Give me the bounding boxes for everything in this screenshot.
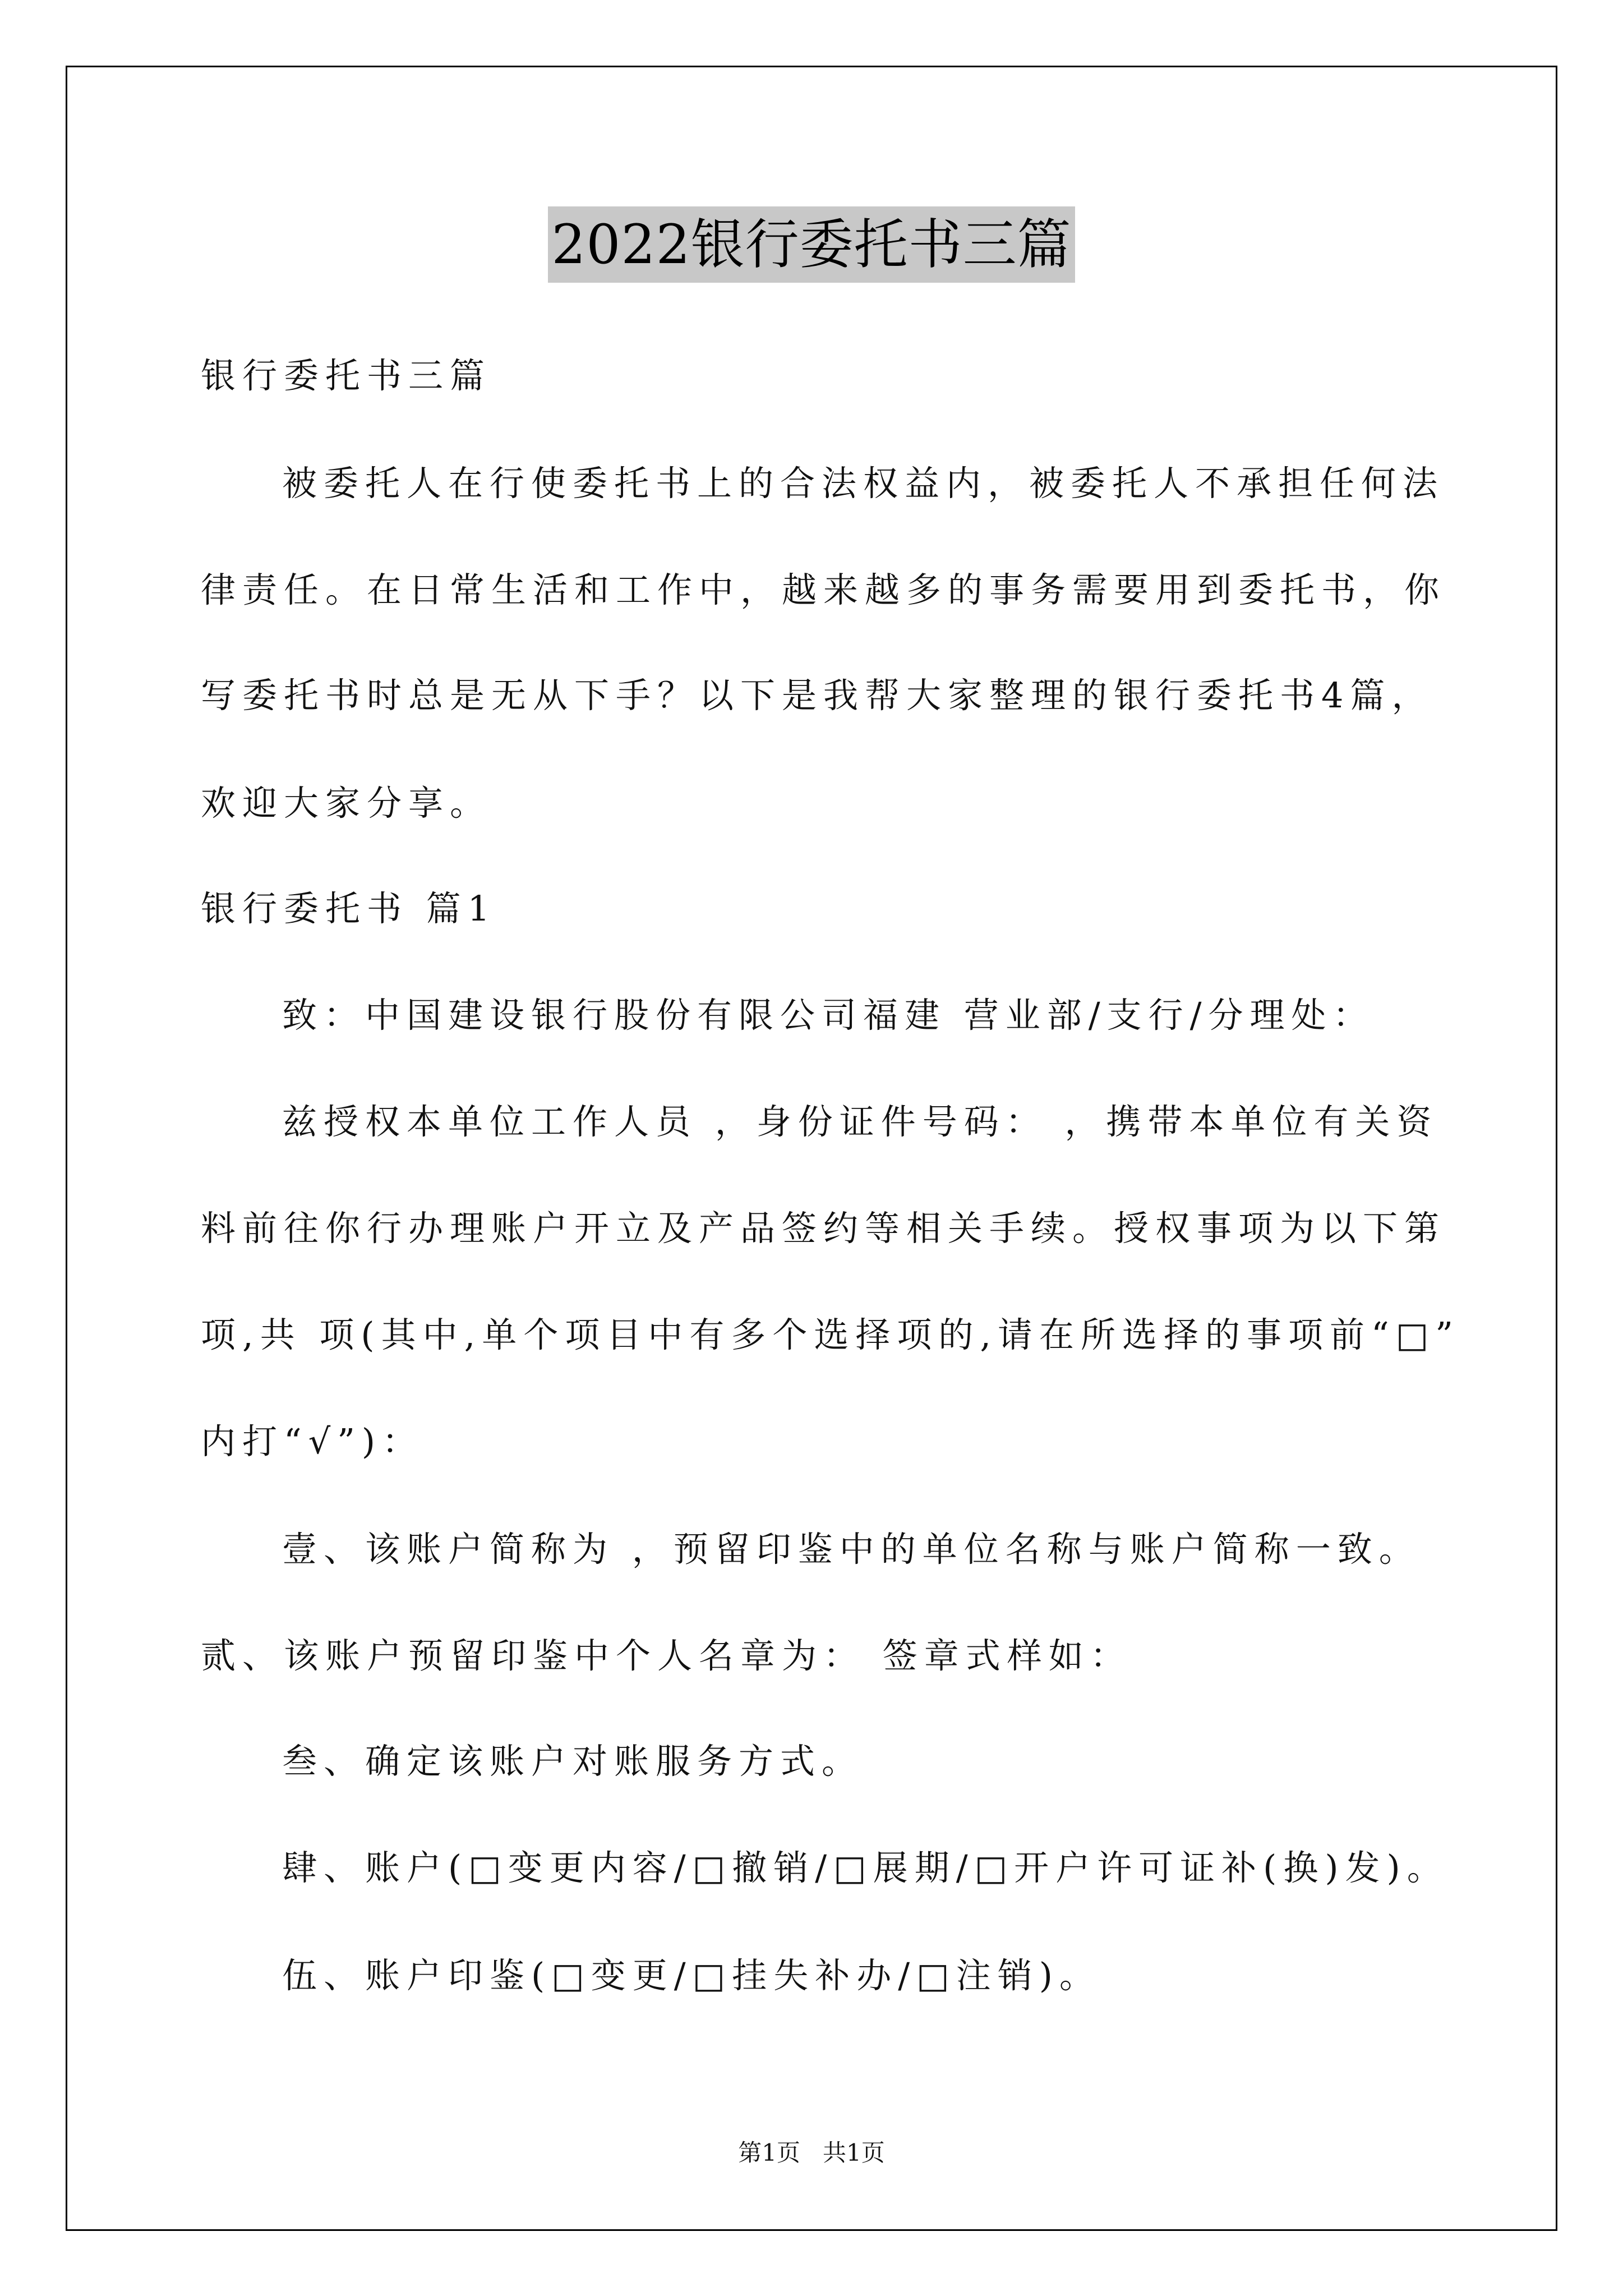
paragraph-line: 肆、账户(□变更内容/□撤销/□展期/□开户许可证补(换)发)。 [282,1847,1449,1888]
paragraph-line: 欢迎大家分享。 [201,783,492,823]
paragraph-line: 被委托人在行使委托书上的合法权益内，被委托人不承担任何法 [282,463,1445,504]
paragraph-line: 项,共 项(其中,单个项目中有多个选择项的,请在所选择的事项前“□” [201,1314,1460,1355]
paragraph-line: 内打“√”)： [201,1421,424,1462]
paragraph-line: 伍、账户印鉴(□变更/□挂失补办/□注销)。 [282,1955,1101,1996]
paragraph-line: 贰、该账户预留印鉴中个人名章为： 签章式样如： [201,1635,1132,1676]
paragraph-line: 料前往你行办理账户开立及产品签约等相关手续。授权事项为以下第 [201,1208,1446,1249]
title-wrap [0,206,1623,283]
section-heading: 银行委托书 篇1 [201,888,497,929]
paragraph-line: 致：中国建设银行股份有限公司福建 营业部/支行/分理处： [282,995,1375,1036]
document-title: 2022银行委托书三篇 [548,206,1075,283]
paragraph-line: 写委托书时总是无从下手？以下是我帮大家整理的银行委托书4篇， [201,675,1433,716]
page-footer: 第1页 共1页 [738,2139,885,2166]
paragraph-line: 叁、确定该账户对账服务方式。 [282,1741,864,1782]
subtitle-line: 银行委托书三篇 [201,355,492,396]
paragraph-line: 兹授权本单位工作人员 ，身份证件号码： ，携带本单位有关资 [282,1101,1438,1142]
paragraph-line: 壹、该账户简称为 ，预留印鉴中的单位名称与账户简称一致。 [282,1529,1421,1570]
paragraph-line: 律责任。在日常生活和工作中，越来越多的事务需要用到委托书，你 [201,569,1446,610]
